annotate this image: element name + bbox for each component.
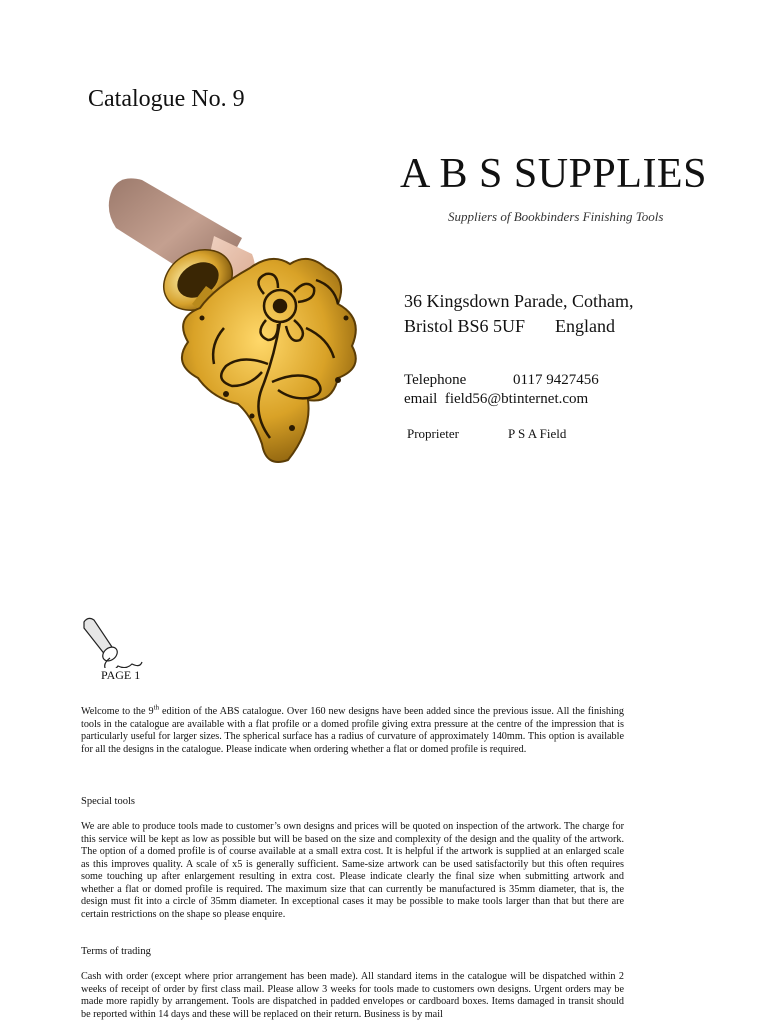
proprietor-label: Proprieter [407, 426, 459, 441]
telephone-label: Telephone [404, 372, 467, 388]
proprietor-row [407, 426, 566, 442]
terms-paragraph: Cash with order (except where prior arrangement has been made). All standard items in the catalogue will be dispatched within 2 weeks of receipt of order by first class mail. Please allow 3 weeks for tools made to customers own designs. Urgent orders may be made more rapidly by arrangement. Tools are dispatched in padded envelopes or cardboard boxes. Items damaged in transit should be reported within 14 days and these will be replaced on their return. Business is by mail [81, 971, 624, 1020]
address-block [404, 289, 633, 339]
special-tools-paragraph: We are able to produce tools made to customer’s own designs and prices will be quoted on inspection of the artwork. The charge for this service will be kept as low as possible but will be based on the size and complexity of the design and the quality of the artwork. The option of a domed profile is of course available at a small extra cost. It is helpful if the artwork is supplied at an enlarged scale as this improves quality. A scale of x5 is generally sufficient. Same-size artwork can be used satisfactorily but this often requires some touching up after enlargement resulting in extra cost. Please indicate clearly the final size when submitting artwork and whether a flat or domed profile is required. The maximum size that can currently be manufactured is 35mm diameter, that is, the design must fit into a circle of 35mm diameter. In exceptional cases it may be possible to make tools larger than that but there are certain restrictions on the shape so please enquire. [81, 821, 624, 920]
proprietor-name: P S A Field [508, 426, 567, 441]
catalogue-number: Catalogue No. 9 [88, 86, 245, 112]
company-name: A B S SUPPLIES [400, 151, 707, 197]
address-country: England [555, 316, 616, 336]
terms-heading: Terms of trading [81, 946, 151, 957]
page-marker [80, 614, 150, 686]
telephone-value: 0117 9427456 [513, 372, 599, 388]
page-label: PAGE 1 [101, 668, 141, 682]
intro-paragraph: Welcome to the 9th edition of the ABS catalogue. Over 160 new designs have been added since the previous issue. All the finishing tools in the catalogue are available with a flat profile or a domed profile giving extra pressure at the centre of the impression that is particularly useful for larger sizes. The spherical surface has a radius of curvature of approximately 140mm. This option is available for all the designs in the catalogue. Please indicate when ordering whether a flat or domed profile is required. [81, 703, 624, 755]
finishing-tool-image [102, 168, 372, 473]
address-line-2 [404, 314, 633, 339]
telephone-row [404, 371, 599, 390]
email-value[interactable]: field56@btinternet.com [444, 391, 589, 407]
email-row [404, 390, 599, 409]
special-tools-heading: Special tools [81, 796, 135, 807]
address-city: Bristol BS6 5UF [404, 316, 526, 336]
contact-block [404, 371, 599, 409]
tool-sketch-icon [80, 614, 150, 674]
email-label: email [404, 391, 438, 407]
address-line-1: 36 Kingsdown Parade, Cotham, [404, 291, 634, 311]
company-tagline: Suppliers of Bookbinders Finishing Tools [448, 209, 664, 224]
